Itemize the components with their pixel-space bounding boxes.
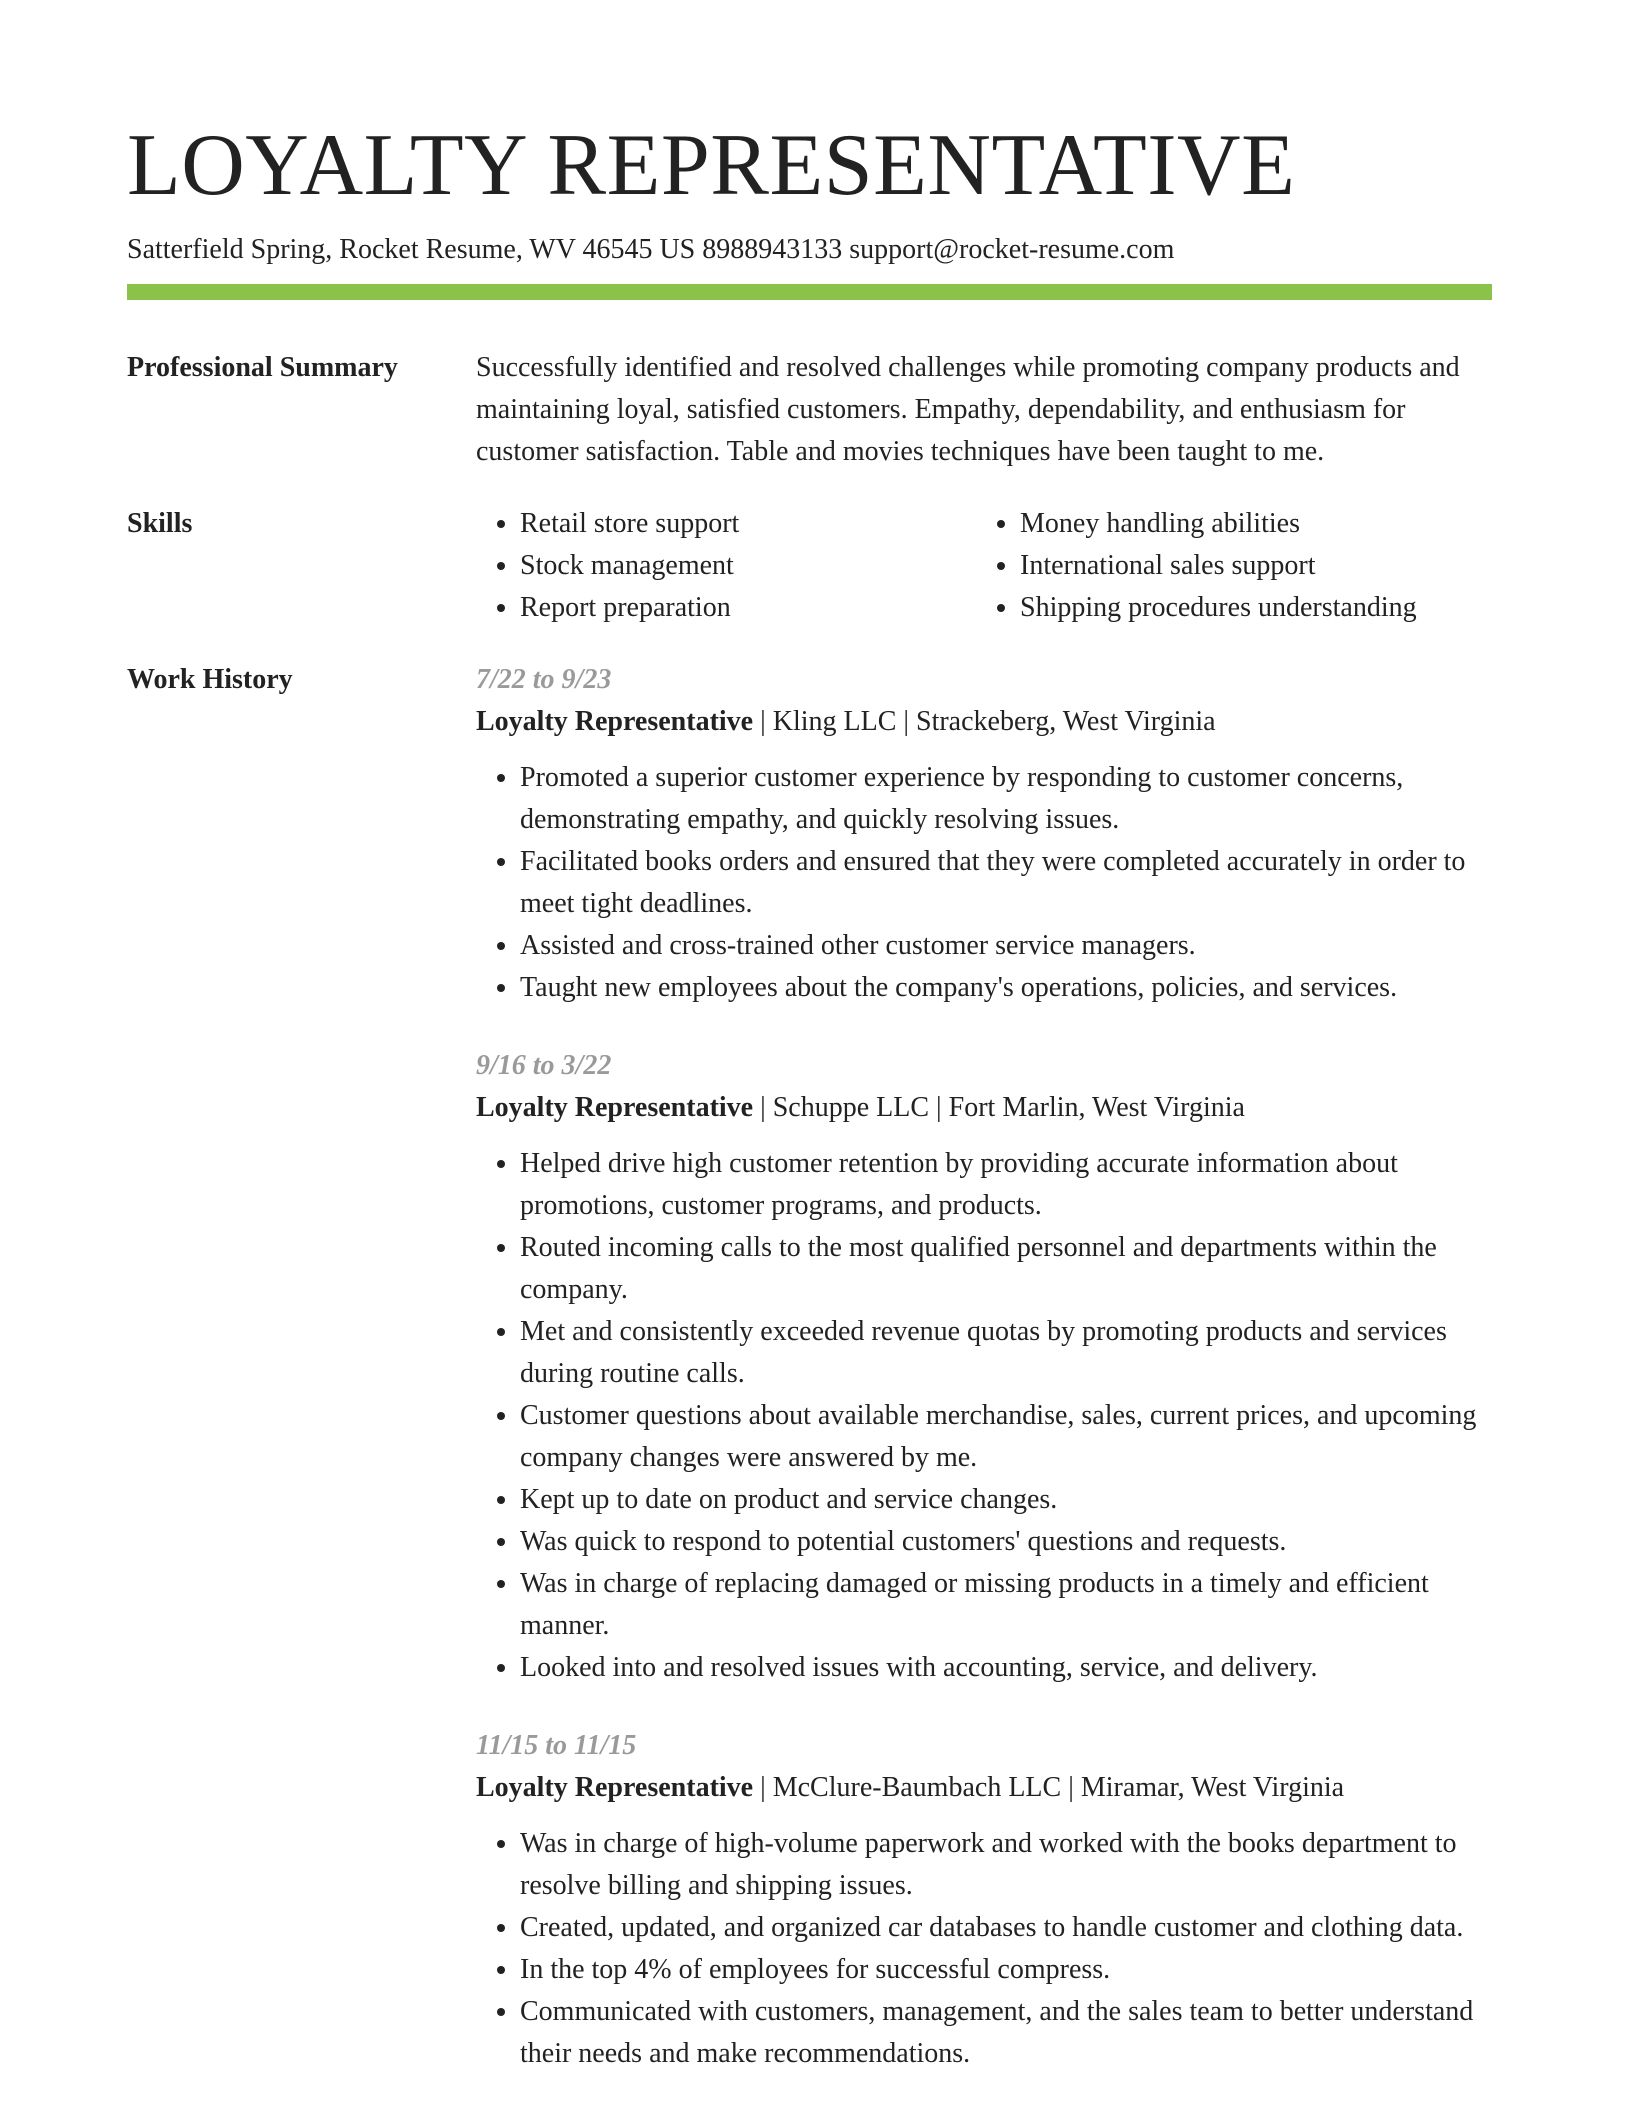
job-bullet: • In the top 4% of employees for successful compress. [520,1949,1492,1991]
skills-section [476,503,1492,629]
job-position: Loyalty Representative [476,1092,754,1123]
job-position: Loyalty Representative [476,1772,754,1803]
job-company: Schuppe LLC [772,1092,930,1123]
separator: | [929,1092,949,1123]
job-bullets [476,1823,1492,2075]
contact-line: Satterfield Spring, Rocket Resume, WV 46545 US 8988943133 support@rocket-resume.com [127,234,1175,265]
skill-item: • Stock management [520,545,976,587]
job-bullet: • Was quick to respond to potential customers' questions and requests. [520,1521,1492,1563]
job-dates: 11/15 to 11/15 [476,1730,637,1761]
job-bullets [476,1143,1492,1689]
job-bullet: • Customer questions about available merchandise, sales, current prices, and upcoming company changes were answered by me. [520,1395,1492,1479]
work-history-section [476,659,1492,2111]
skill-item: • International sales support [1020,545,1492,587]
job-title-line [476,1767,1492,1809]
job-bullet: • Promoted a superior customer experience by responding to customer concerns, demonstrating empathy, and quickly resolving issues. [520,757,1492,841]
job-bullet: • Was in charge of replacing damaged or missing products in a timely and efficient manner. [520,1563,1492,1647]
job-position: Loyalty Representative [476,706,754,737]
job-entry [476,1725,1492,2075]
accent-divider [127,284,1492,300]
job-bullet: • Facilitated books orders and ensured that they were completed accurately in order to meet tight deadlines. [520,841,1492,925]
skills-heading: Skills [127,508,193,539]
skill-item: • Money handling abilities [1020,503,1492,545]
separator: | [896,706,916,737]
job-dates: 9/16 to 3/22 [476,1050,612,1081]
job-bullet: • Met and consistently exceeded revenue quotas by promoting products and services during routine calls. [520,1311,1492,1395]
job-dates: 7/22 to 9/23 [476,664,612,695]
skills-list-left [476,503,976,629]
job-title-line [476,701,1492,743]
job-location: Strackeberg, West Virginia [916,706,1216,737]
summary-heading: Professional Summary [127,352,398,383]
work-history-heading: Work History [127,664,293,695]
job-entry [476,1045,1492,1689]
resume-title: LOYALTY REPRESENTATIVE [127,117,1296,214]
separator: | [1061,1772,1081,1803]
job-bullet: • Kept up to date on product and service changes. [520,1479,1492,1521]
skill-item: • Report preparation [520,587,976,629]
job-entry [476,659,1492,1009]
job-bullet: • Looked into and resolved issues with accounting, service, and delivery. [520,1647,1492,1689]
job-location: Miramar, West Virginia [1080,1772,1345,1803]
separator: | [753,1772,773,1803]
job-bullet: • Taught new employees about the company's operations, policies, and services. [520,967,1492,1009]
job-bullet: • Helped drive high customer retention by providing accurate information about promotions, customer programs, and products. [520,1143,1492,1227]
skill-item: • Retail store support [520,503,976,545]
job-bullets [476,757,1492,1009]
separator: | [753,706,773,737]
job-location: Fort Marlin, West Virginia [948,1092,1245,1123]
job-bullet: • Created, updated, and organized car databases to handle customer and clothing data. [520,1907,1492,1949]
job-bullet: • Assisted and cross-trained other customer service managers. [520,925,1492,967]
job-bullet: • Routed incoming calls to the most qualified personnel and departments within the company. [520,1227,1492,1311]
summary-section [476,347,1492,473]
skills-list-right [976,503,1492,629]
separator: | [753,1092,773,1123]
job-company: Kling LLC [772,706,897,737]
job-title-line [476,1087,1492,1129]
job-company: McClure-Baumbach LLC [772,1772,1062,1803]
skill-item: • Shipping procedures understanding [1020,587,1492,629]
summary-text: Successfully identified and resolved challenges while promoting company products and maintaining loyal, satisfied customers. Empathy, dependability, and enthusiasm for customer satisfaction. Table and movies techniques have been taught to me. [476,352,1460,467]
job-bullet: • Was in charge of high-volume paperwork and worked with the books department to resolve billing and shipping issues. [520,1823,1492,1907]
job-bullet: • Communicated with customers, management, and the sales team to better understand their needs and make recommendations. [520,1991,1492,2075]
